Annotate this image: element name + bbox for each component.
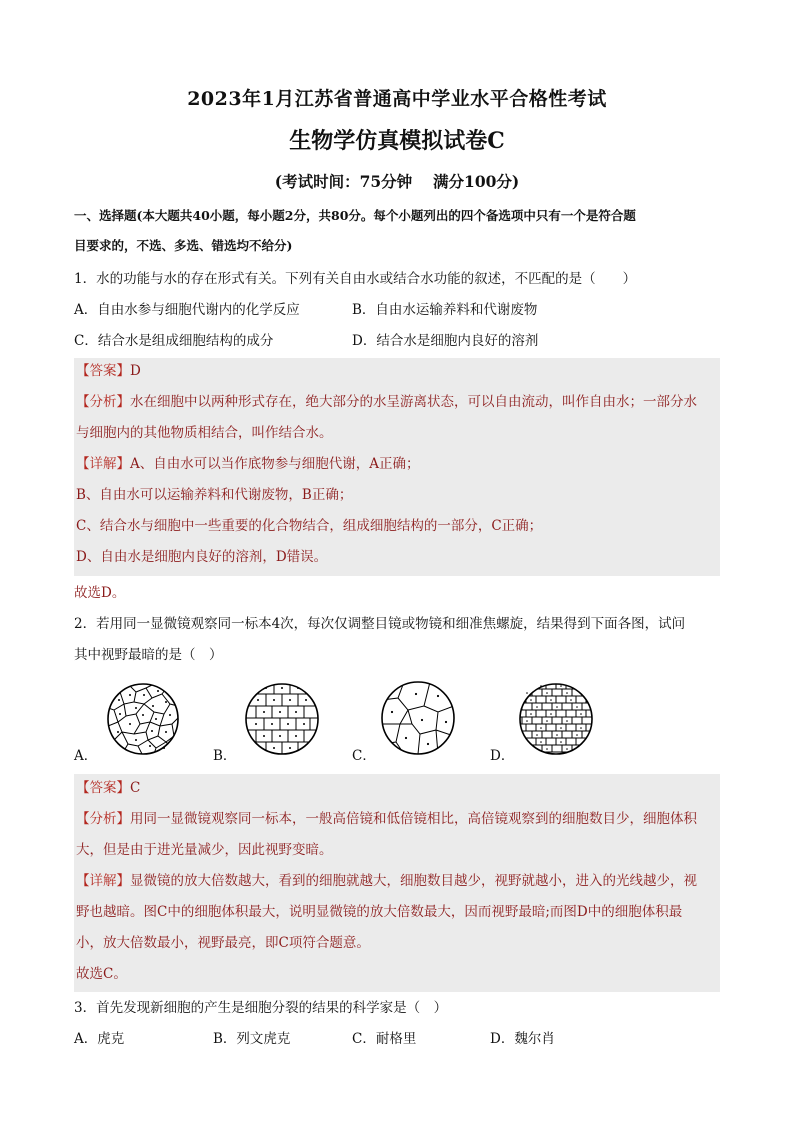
q1-stem: 1．水的功能与水的存在形式有关。下列有关自由水或结合水功能的叙述，不匹配的是（ ）	[74, 271, 637, 287]
q2-detail-tag: 【详解】	[76, 873, 130, 889]
q1-option-b: B．自由水运输养料和代谢废物	[352, 302, 538, 318]
q2-analysis-line2: 大，但是由于进光量减少，因此视野变暗。	[76, 842, 333, 858]
q2-figure-b	[244, 682, 320, 756]
q3-stem: 3．首先发现新细胞的产生是细胞分裂的结果的科学家是（ ）	[74, 1000, 448, 1016]
q1-detail-line3: C、结合水与细胞中一些重要的化合物结合，组成细胞结构的一部分，C正确；	[76, 518, 543, 534]
q2-figure-d	[518, 682, 594, 756]
q2-answer-tag: 【答案】	[76, 780, 130, 796]
q2-stem-line2: 其中视野最暗的是（ ）	[74, 647, 223, 663]
q2-analysis-tag: 【分析】	[76, 811, 130, 827]
q1-answer: D	[130, 363, 141, 379]
q2-option-a: A．	[74, 748, 98, 764]
q2-detail-line1	[76, 871, 697, 891]
q2-detail-line3: 小，放大倍数最小，视野最亮，即C项符合题意。	[76, 935, 370, 951]
paper-title: 生物学仿真模拟试卷C	[289, 128, 505, 154]
exam-title: 2023年1月江苏省普通高中学业水平合格性考试	[187, 88, 607, 110]
q2-stem-line1: 2．若用同一显微镜观察同一标本4次，每次仅调整目镜或物镜和细准焦螺旋，结果得到下面各图，试问	[74, 616, 686, 632]
section-instructions-line1: 一、选择题(本大题共40小题，每小题2分，共80分。每个小题列出的四个备选项中只有一个是符合题	[74, 208, 636, 223]
q2-analysis-line1	[76, 809, 697, 829]
q2-figure-c	[380, 680, 456, 756]
q3-option-b: B．列文虎克	[213, 1031, 291, 1047]
exam-info: (考试时间：75分钟 满分100分)	[274, 172, 520, 191]
q1-detail-tag: 【详解】	[76, 456, 130, 472]
q3-option-d: D．魏尔肖	[490, 1031, 555, 1047]
q1-option-a: A．自由水参与细胞代谢内的化学反应	[74, 302, 300, 318]
q2-analysis-text1: 用同一显微镜观察同一标本，一般高倍镜和低倍镜相比，高倍镜观察到的细胞数目少，细胞体积	[130, 811, 697, 827]
q2-conclusion: 故选C。	[76, 966, 127, 982]
q1-option-c: C．结合水是组成细胞结构的成分	[74, 333, 274, 349]
q2-answer: C	[130, 780, 141, 796]
q2-answer-block	[74, 774, 720, 992]
q2-option-b: B．	[213, 748, 237, 764]
q1-detail-line1	[76, 454, 420, 474]
q2-detail-line2: 野也越暗。图C中的细胞体积最大，说明显微镜的放大倍数最大，因而视野最暗;而图D中的细胞体积最	[76, 904, 683, 920]
q3-option-c: C．耐格里	[352, 1031, 417, 1047]
q2-answer-line	[76, 778, 140, 798]
q1-answer-line	[76, 361, 141, 381]
q2-detail-text1: 显微镜的放大倍数越大，看到的细胞就越大，细胞数目越少，视野就越小，进入的光线越少，视	[130, 873, 697, 889]
q2-option-c: C．	[352, 748, 376, 764]
q3-option-a: A．虎克	[74, 1031, 125, 1047]
q1-analysis-line1	[76, 392, 697, 412]
q2-option-d: D．	[490, 748, 515, 764]
q1-detail-line2: B、自由水可以运输养料和代谢废物，B正确；	[76, 487, 353, 503]
q1-detail-text1: A、自由水可以当作底物参与细胞代谢，A正确；	[130, 456, 420, 472]
q1-detail-line4: D、自由水是细胞内良好的溶剂，D错误。	[76, 549, 328, 565]
q1-answer-block	[74, 358, 720, 576]
q1-analysis-text1: 水在细胞中以两种形式存在，绝大部分的水呈游离状态，可以自由流动，叫作自由水；一部分水	[130, 394, 697, 410]
section-instructions-line2: 目要求的，不选、多选、错选均不给分)	[74, 238, 293, 253]
q2-figure-a	[106, 682, 180, 756]
q1-analysis-tag: 【分析】	[76, 394, 130, 410]
q1-conclusion: 故选D。	[74, 585, 126, 601]
q1-option-d: D．结合水是细胞内良好的溶剂	[352, 333, 539, 349]
q1-answer-tag: 【答案】	[76, 363, 130, 379]
q1-analysis-line2: 与细胞内的其他物质相结合，叫作结合水。	[76, 425, 333, 441]
